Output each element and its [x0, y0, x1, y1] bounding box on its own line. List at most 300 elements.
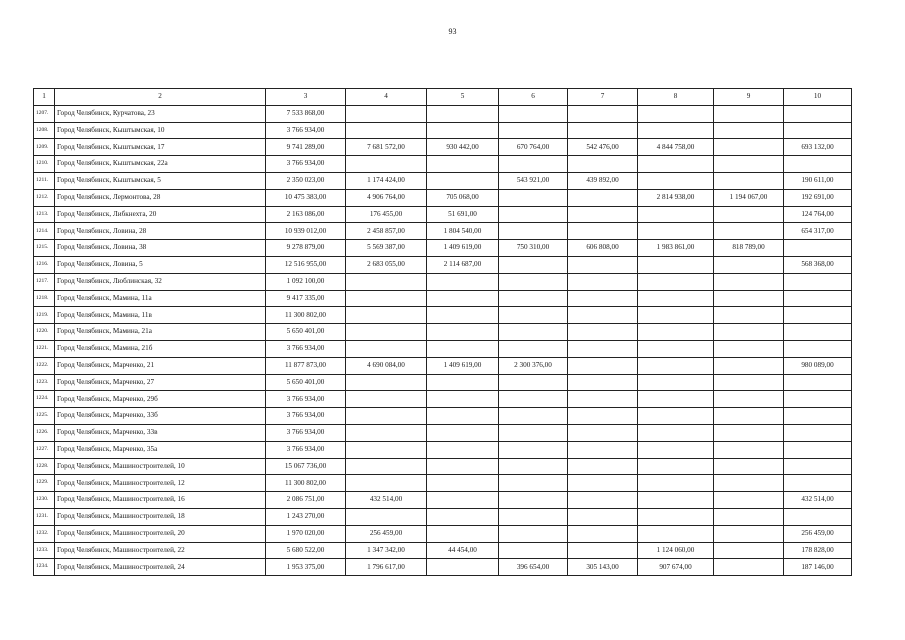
value-cell-col6	[499, 105, 568, 122]
value-cell-col7	[568, 391, 638, 408]
value-cell-col10	[784, 105, 852, 122]
value-cell-col9	[714, 273, 784, 290]
address-cell: Город Челябинск, Марченко, 33в	[55, 424, 266, 441]
value-cell-col3: 3 766 934,00	[266, 391, 346, 408]
value-cell-col9	[714, 139, 784, 156]
value-cell-col7	[568, 475, 638, 492]
value-cell-col6	[499, 525, 568, 542]
value-cell-col6	[499, 206, 568, 223]
value-cell-col9	[714, 324, 784, 341]
value-cell-col5: 1 409 619,00	[427, 240, 499, 257]
row-number-cell: 1220.	[34, 324, 55, 341]
value-cell-col3: 7 533 868,00	[266, 105, 346, 122]
value-cell-col6	[499, 340, 568, 357]
value-cell-col3: 3 766 934,00	[266, 340, 346, 357]
value-cell-col3: 11 300 802,00	[266, 307, 346, 324]
value-cell-col8	[638, 172, 714, 189]
value-cell-col6	[499, 374, 568, 391]
value-cell-col4: 176 455,00	[346, 206, 427, 223]
address-cell: Город Челябинск, Машиностроителей, 20	[55, 525, 266, 542]
value-cell-col10: 980 089,00	[784, 357, 852, 374]
value-cell-col3: 9 417 335,00	[266, 290, 346, 307]
value-cell-col7	[568, 290, 638, 307]
value-cell-col7	[568, 357, 638, 374]
table-row	[34, 172, 852, 189]
value-cell-col10	[784, 307, 852, 324]
address-cell: Город Челябинск, Либкнехта, 20	[55, 206, 266, 223]
value-cell-col9	[714, 542, 784, 559]
value-cell-col4	[346, 290, 427, 307]
value-cell-col8	[638, 458, 714, 475]
value-cell-col9	[714, 374, 784, 391]
value-cell-col5	[427, 424, 499, 441]
value-cell-col4	[346, 273, 427, 290]
table-body	[34, 105, 852, 575]
address-cell: Город Челябинск, Мамина, 11а	[55, 290, 266, 307]
value-cell-col9	[714, 525, 784, 542]
value-cell-col6	[499, 475, 568, 492]
value-cell-col9	[714, 441, 784, 458]
value-cell-col4: 1 347 342,00	[346, 542, 427, 559]
value-cell-col7	[568, 508, 638, 525]
value-cell-col9	[714, 424, 784, 441]
value-cell-col6	[499, 441, 568, 458]
table-row	[34, 189, 852, 206]
value-cell-col6	[499, 391, 568, 408]
value-cell-col8	[638, 508, 714, 525]
address-cell: Город Челябинск, Машиностроителей, 10	[55, 458, 266, 475]
value-cell-col5	[427, 492, 499, 509]
value-cell-col3: 5 680 522,00	[266, 542, 346, 559]
value-cell-col7: 305 143,00	[568, 559, 638, 576]
value-cell-col6	[499, 324, 568, 341]
value-cell-col10	[784, 122, 852, 139]
value-cell-col3: 10 475 383,00	[266, 189, 346, 206]
value-cell-col5	[427, 475, 499, 492]
row-number-cell: 1212.	[34, 189, 55, 206]
value-cell-col4	[346, 391, 427, 408]
row-number-cell: 1219.	[34, 307, 55, 324]
value-cell-col8	[638, 525, 714, 542]
value-cell-col5	[427, 340, 499, 357]
value-cell-col9	[714, 256, 784, 273]
value-cell-col6: 543 921,00	[499, 172, 568, 189]
table-row	[34, 492, 852, 509]
value-cell-col10: 187 146,00	[784, 559, 852, 576]
value-cell-col9	[714, 391, 784, 408]
value-cell-col3: 5 650 401,00	[266, 324, 346, 341]
row-number-cell: 1228.	[34, 458, 55, 475]
page-number: 93	[448, 27, 457, 36]
value-cell-col10	[784, 156, 852, 173]
value-cell-col8: 2 814 938,00	[638, 189, 714, 206]
value-cell-col8	[638, 475, 714, 492]
value-cell-col9	[714, 357, 784, 374]
table-row	[34, 458, 852, 475]
row-number-cell: 1222.	[34, 357, 55, 374]
row-number-cell: 1221.	[34, 340, 55, 357]
value-cell-col5: 930 442,00	[427, 139, 499, 156]
row-number-cell: 1233.	[34, 542, 55, 559]
value-cell-col8	[638, 340, 714, 357]
value-cell-col8	[638, 307, 714, 324]
value-cell-col3: 2 163 086,00	[266, 206, 346, 223]
value-cell-col3: 3 766 934,00	[266, 424, 346, 441]
value-cell-col7	[568, 340, 638, 357]
value-cell-col10	[784, 408, 852, 425]
value-cell-col5: 44 454,00	[427, 542, 499, 559]
value-cell-col10: 432 514,00	[784, 492, 852, 509]
value-cell-col5	[427, 156, 499, 173]
table-row	[34, 525, 852, 542]
value-cell-col6	[499, 273, 568, 290]
value-cell-col6	[499, 290, 568, 307]
row-number-cell: 1227.	[34, 441, 55, 458]
value-cell-col3: 3 766 934,00	[266, 122, 346, 139]
value-cell-col9	[714, 492, 784, 509]
value-cell-col6	[499, 122, 568, 139]
column-header: 1	[34, 89, 55, 106]
value-cell-col10: 178 828,00	[784, 542, 852, 559]
table-row	[34, 240, 852, 257]
value-cell-col4	[346, 424, 427, 441]
table-row	[34, 273, 852, 290]
value-cell-col6	[499, 424, 568, 441]
table-row	[34, 441, 852, 458]
value-cell-col6: 396 654,00	[499, 559, 568, 576]
value-cell-col8	[638, 273, 714, 290]
value-cell-col9	[714, 223, 784, 240]
table-row	[34, 223, 852, 240]
row-number-cell: 1224.	[34, 391, 55, 408]
table-row	[34, 408, 852, 425]
value-cell-col9	[714, 408, 784, 425]
value-cell-col8: 4 844 758,00	[638, 139, 714, 156]
value-cell-col5: 705 068,00	[427, 189, 499, 206]
address-cell: Город Челябинск, Кыштымская, 10	[55, 122, 266, 139]
value-cell-col4: 2 683 055,00	[346, 256, 427, 273]
value-cell-col4: 2 458 857,00	[346, 223, 427, 240]
column-header: 7	[568, 89, 638, 106]
value-cell-col7	[568, 189, 638, 206]
value-cell-col7	[568, 374, 638, 391]
value-cell-col5	[427, 458, 499, 475]
address-cell: Город Челябинск, Лермонтова, 28	[55, 189, 266, 206]
value-cell-col4: 7 681 572,00	[346, 139, 427, 156]
value-cell-col9	[714, 508, 784, 525]
value-cell-col10	[784, 340, 852, 357]
value-cell-col3: 1 243 270,00	[266, 508, 346, 525]
value-cell-col5: 1 804 540,00	[427, 223, 499, 240]
value-cell-col8	[638, 441, 714, 458]
table-row	[34, 105, 852, 122]
value-cell-col3: 2 086 751,00	[266, 492, 346, 509]
value-cell-col8	[638, 223, 714, 240]
value-cell-col7	[568, 324, 638, 341]
column-header: 4	[346, 89, 427, 106]
table-row	[34, 290, 852, 307]
value-cell-col5	[427, 273, 499, 290]
value-cell-col4	[346, 475, 427, 492]
value-cell-col7	[568, 256, 638, 273]
value-cell-col10	[784, 441, 852, 458]
value-cell-col6: 670 764,00	[499, 139, 568, 156]
value-cell-col5	[427, 290, 499, 307]
value-cell-col5	[427, 324, 499, 341]
table-row	[34, 307, 852, 324]
value-cell-col5	[427, 172, 499, 189]
value-cell-col6	[499, 492, 568, 509]
value-cell-col10	[784, 424, 852, 441]
row-number-cell: 1211.	[34, 172, 55, 189]
value-cell-col8	[638, 374, 714, 391]
value-cell-col4: 1 796 617,00	[346, 559, 427, 576]
value-cell-col7	[568, 408, 638, 425]
address-cell: Город Челябинск, Машиностроителей, 24	[55, 559, 266, 576]
value-cell-col7	[568, 525, 638, 542]
table-row	[34, 475, 852, 492]
value-cell-col4	[346, 374, 427, 391]
value-cell-col9	[714, 206, 784, 223]
value-cell-col7	[568, 206, 638, 223]
value-cell-col6	[499, 156, 568, 173]
value-cell-col7	[568, 122, 638, 139]
row-number-cell: 1218.	[34, 290, 55, 307]
value-cell-col7: 439 892,00	[568, 172, 638, 189]
value-cell-col3: 9 741 289,00	[266, 139, 346, 156]
value-cell-col10	[784, 458, 852, 475]
value-cell-col10	[784, 240, 852, 257]
column-header: 9	[714, 89, 784, 106]
value-cell-col8	[638, 391, 714, 408]
value-cell-col6: 2 300 376,00	[499, 357, 568, 374]
value-cell-col10	[784, 273, 852, 290]
address-cell: Город Челябинск, Машиностроителей, 12	[55, 475, 266, 492]
value-cell-col6	[499, 408, 568, 425]
table-row	[34, 559, 852, 576]
row-number-cell: 1214.	[34, 223, 55, 240]
value-cell-col8	[638, 206, 714, 223]
value-cell-col9: 1 194 067,00	[714, 189, 784, 206]
value-cell-col7	[568, 424, 638, 441]
value-cell-col8: 1 124 060,00	[638, 542, 714, 559]
value-cell-col8	[638, 156, 714, 173]
row-number-cell: 1234.	[34, 559, 55, 576]
address-cell: Город Челябинск, Мамина, 11в	[55, 307, 266, 324]
value-cell-col5: 1 409 619,00	[427, 357, 499, 374]
address-cell: Город Челябинск, Ловина, 38	[55, 240, 266, 257]
value-cell-col8	[638, 256, 714, 273]
value-cell-col5	[427, 122, 499, 139]
table-row	[34, 324, 852, 341]
value-cell-col4	[346, 105, 427, 122]
row-number-cell: 1208.	[34, 122, 55, 139]
value-cell-col10: 192 691,00	[784, 189, 852, 206]
value-cell-col7	[568, 105, 638, 122]
value-cell-col4: 432 514,00	[346, 492, 427, 509]
value-cell-col4	[346, 340, 427, 357]
value-cell-col9: 818 789,00	[714, 240, 784, 257]
value-cell-col10: 124 764,00	[784, 206, 852, 223]
value-cell-col9	[714, 340, 784, 357]
address-cell: Город Челябинск, Мамина, 21а	[55, 324, 266, 341]
value-cell-col8	[638, 492, 714, 509]
value-cell-col7	[568, 223, 638, 240]
value-cell-col4	[346, 122, 427, 139]
table-row	[34, 391, 852, 408]
address-cell: Город Челябинск, Машиностроителей, 22	[55, 542, 266, 559]
address-cell: Город Челябинск, Машиностроителей, 18	[55, 508, 266, 525]
value-cell-col4: 4 690 084,00	[346, 357, 427, 374]
value-cell-col8	[638, 105, 714, 122]
value-cell-col7: 606 808,00	[568, 240, 638, 257]
value-cell-col10	[784, 508, 852, 525]
value-cell-col7	[568, 458, 638, 475]
value-cell-col7	[568, 542, 638, 559]
row-number-cell: 1225.	[34, 408, 55, 425]
table-row	[34, 357, 852, 374]
value-cell-col8: 1 983 861,00	[638, 240, 714, 257]
value-cell-col4: 5 569 387,00	[346, 240, 427, 257]
value-cell-col9	[714, 105, 784, 122]
value-cell-col4	[346, 508, 427, 525]
value-cell-col4	[346, 307, 427, 324]
value-cell-col10: 693 132,00	[784, 139, 852, 156]
address-cell: Город Челябинск, Кыштымская, 22а	[55, 156, 266, 173]
value-cell-col3: 10 939 012,00	[266, 223, 346, 240]
value-cell-col7	[568, 273, 638, 290]
address-cell: Город Челябинск, Марченко, 27	[55, 374, 266, 391]
address-cell: Город Челябинск, Люблинская, 32	[55, 273, 266, 290]
value-cell-col4: 256 459,00	[346, 525, 427, 542]
value-cell-col10: 190 611,00	[784, 172, 852, 189]
row-number-cell: 1217.	[34, 273, 55, 290]
row-number-cell: 1213.	[34, 206, 55, 223]
value-cell-col4	[346, 441, 427, 458]
address-cell: Город Челябинск, Кыштымская, 17	[55, 139, 266, 156]
value-cell-col3: 1 092 100,00	[266, 273, 346, 290]
value-cell-col3: 2 350 023,00	[266, 172, 346, 189]
value-cell-col9	[714, 458, 784, 475]
value-cell-col6	[499, 256, 568, 273]
table-row	[34, 139, 852, 156]
row-number-cell: 1226.	[34, 424, 55, 441]
value-cell-col4	[346, 156, 427, 173]
value-cell-col9	[714, 307, 784, 324]
table-row	[34, 374, 852, 391]
value-cell-col5	[427, 307, 499, 324]
row-number-cell: 1232.	[34, 525, 55, 542]
table-header-row	[34, 89, 852, 106]
value-cell-col9	[714, 475, 784, 492]
value-cell-col7	[568, 156, 638, 173]
value-cell-col3: 12 516 955,00	[266, 256, 346, 273]
value-cell-col10	[784, 391, 852, 408]
column-header: 3	[266, 89, 346, 106]
value-cell-col8	[638, 357, 714, 374]
value-cell-col5	[427, 374, 499, 391]
value-cell-col5	[427, 559, 499, 576]
row-number-cell: 1210.	[34, 156, 55, 173]
value-cell-col5	[427, 105, 499, 122]
address-cell: Город Челябинск, Кыштымская, 5	[55, 172, 266, 189]
column-header: 5	[427, 89, 499, 106]
address-cell: Город Челябинск, Марченко, 33б	[55, 408, 266, 425]
value-cell-col10: 256 459,00	[784, 525, 852, 542]
value-cell-col8	[638, 408, 714, 425]
value-cell-col10: 654 317,00	[784, 223, 852, 240]
table-row	[34, 542, 852, 559]
value-cell-col6	[499, 542, 568, 559]
address-cell: Город Челябинск, Ловина, 5	[55, 256, 266, 273]
value-cell-col8	[638, 324, 714, 341]
table-row	[34, 206, 852, 223]
value-cell-col10	[784, 475, 852, 492]
address-cell: Город Челябинск, Марченко, 35а	[55, 441, 266, 458]
value-cell-col3: 1 970 020,00	[266, 525, 346, 542]
value-cell-col3: 9 278 879,00	[266, 240, 346, 257]
column-header: 6	[499, 89, 568, 106]
value-cell-col6	[499, 189, 568, 206]
value-cell-col6	[499, 223, 568, 240]
value-cell-col8: 907 674,00	[638, 559, 714, 576]
value-cell-col3: 3 766 934,00	[266, 441, 346, 458]
value-cell-col7	[568, 492, 638, 509]
value-cell-col9	[714, 172, 784, 189]
address-cell: Город Челябинск, Марченко, 21	[55, 357, 266, 374]
value-cell-col5	[427, 525, 499, 542]
address-cell: Город Челябинск, Марченко, 29б	[55, 391, 266, 408]
value-cell-col4: 1 174 424,00	[346, 172, 427, 189]
value-cell-col5	[427, 391, 499, 408]
row-number-cell: 1207.	[34, 105, 55, 122]
column-header: 8	[638, 89, 714, 106]
value-cell-col8	[638, 290, 714, 307]
table-row	[34, 508, 852, 525]
value-cell-col5: 51 691,00	[427, 206, 499, 223]
value-cell-col3: 11 300 802,00	[266, 475, 346, 492]
value-cell-col9	[714, 559, 784, 576]
value-cell-col9	[714, 122, 784, 139]
table-row	[34, 122, 852, 139]
value-cell-col10: 568 368,00	[784, 256, 852, 273]
value-cell-col3: 15 067 736,00	[266, 458, 346, 475]
value-cell-col10	[784, 324, 852, 341]
address-cell: Город Челябинск, Машиностроителей, 16	[55, 492, 266, 509]
column-header: 2	[55, 89, 266, 106]
value-cell-col6	[499, 307, 568, 324]
value-cell-col5	[427, 441, 499, 458]
value-cell-col3: 3 766 934,00	[266, 156, 346, 173]
row-number-cell: 1209.	[34, 139, 55, 156]
value-cell-col7: 542 476,00	[568, 139, 638, 156]
value-cell-col5	[427, 508, 499, 525]
value-cell-col8	[638, 122, 714, 139]
value-cell-col7	[568, 441, 638, 458]
value-cell-col4	[346, 324, 427, 341]
value-cell-col6	[499, 508, 568, 525]
register-table	[33, 88, 852, 576]
value-cell-col3: 5 650 401,00	[266, 374, 346, 391]
value-cell-col9	[714, 156, 784, 173]
table-row	[34, 340, 852, 357]
address-cell: Город Челябинск, Ловина, 28	[55, 223, 266, 240]
value-cell-col7	[568, 307, 638, 324]
value-cell-col3: 11 877 873,00	[266, 357, 346, 374]
value-cell-col10	[784, 290, 852, 307]
row-number-cell: 1231.	[34, 508, 55, 525]
value-cell-col4	[346, 408, 427, 425]
